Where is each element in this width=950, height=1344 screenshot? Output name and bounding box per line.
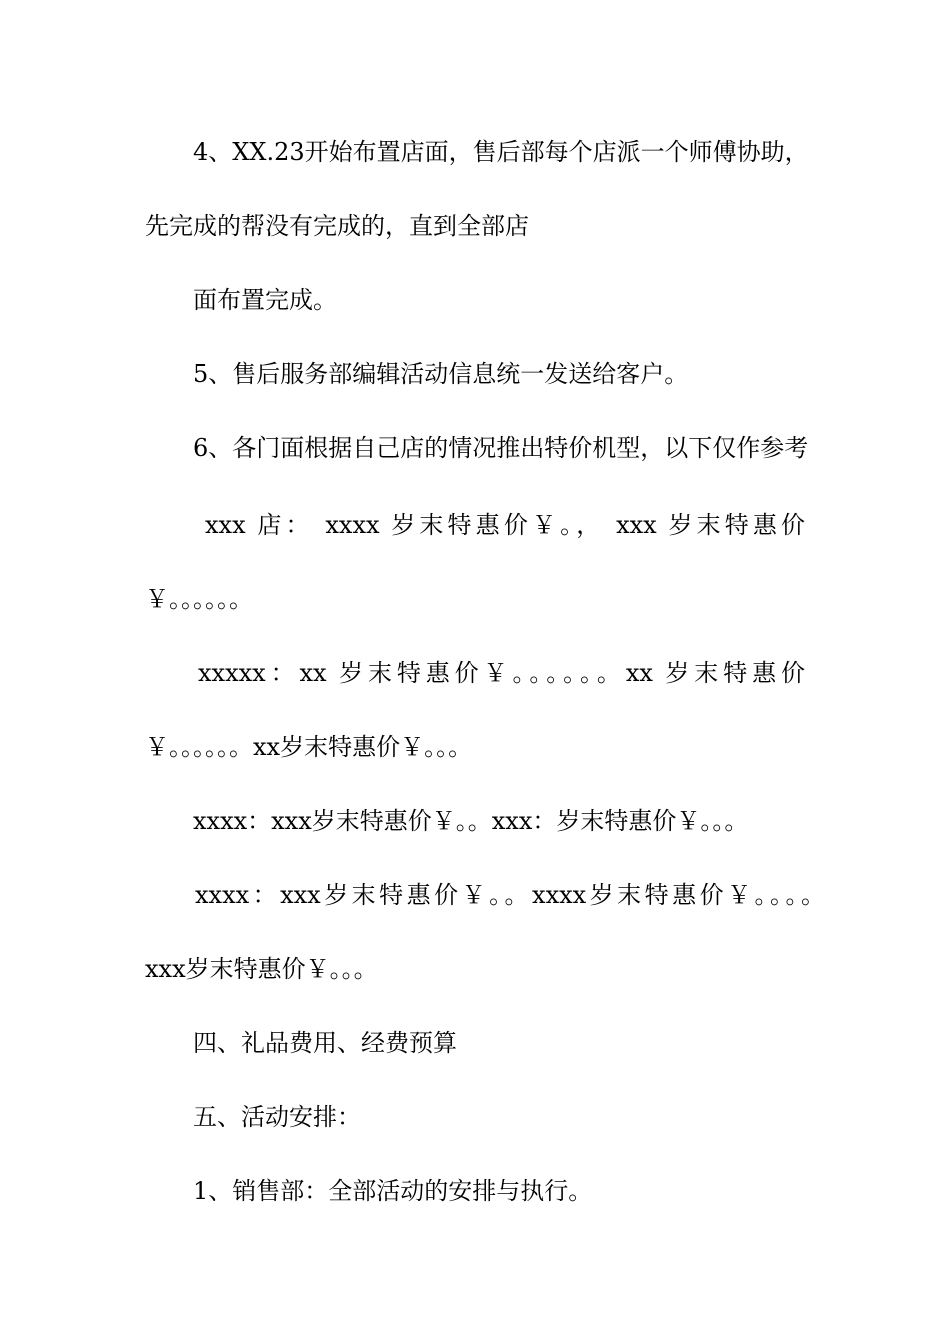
paragraph-line: ￥。。。。。。xx岁末特惠价￥。。。 xyxy=(145,733,473,761)
paragraph-line: ￥。。。。。。 xyxy=(145,585,253,613)
section-heading: 五、活动安排： xyxy=(193,1103,361,1131)
paragraph-line: 6、各门面根据自己店的情况推出特价机型，以下仅作参考 xyxy=(193,434,809,462)
paragraph-line: 面布置完成。 xyxy=(193,286,337,314)
paragraph-line: xxxx：xxx岁末特惠价￥。。xxxx岁末特惠价￥。。。。 xyxy=(195,881,825,909)
paragraph-line: 4、XX.23开始布置店面，售后部每个店派一个师傅协助， xyxy=(193,138,809,166)
paragraph-line: 5、售后服务部编辑活动信息统一发送给客户。 xyxy=(193,360,689,388)
paragraph-line: xxxxx：xx 岁末特惠价￥。。。。。。xx 岁末特惠价 xyxy=(198,659,805,687)
paragraph-line: xxx 店： xxxx 岁末特惠价￥。， xxx 岁末特惠价 xyxy=(205,511,805,539)
paragraph-line: 1、销售部：全部活动的安排与执行。 xyxy=(193,1177,593,1205)
section-heading: 四、礼品费用、经费预算 xyxy=(193,1029,457,1057)
paragraph-line: 先完成的帮没有完成的，直到全部店 xyxy=(145,212,529,240)
paragraph-line: xxxx：xxx岁末特惠价￥。。xxx：岁末特惠价￥。。。 xyxy=(193,807,749,835)
paragraph-line: xxx岁末特惠价￥。。。 xyxy=(145,955,378,983)
